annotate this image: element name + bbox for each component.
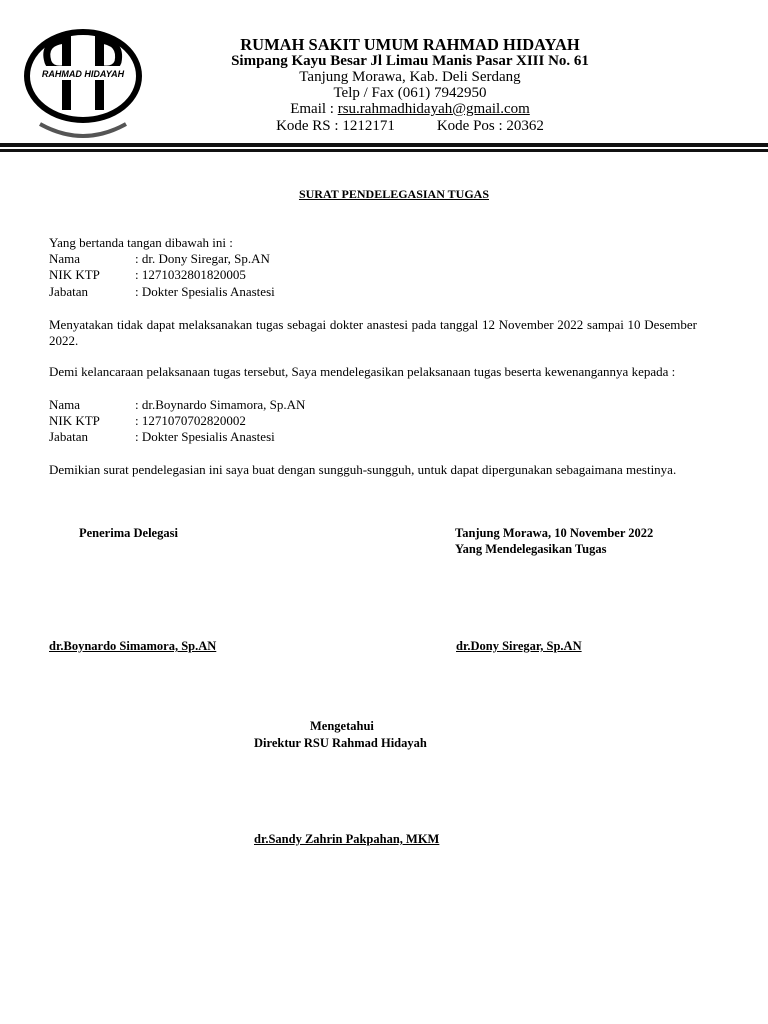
code-pos: Kode Pos : 20362 [436, 118, 544, 134]
intro-text: Yang bertanda tangan dibawah ini : [49, 235, 233, 250]
delegator-position-label: Jabatan [49, 284, 88, 299]
hospital-name: RUMAH SAKIT UMUM RAHMAD HIDAYAH [240, 35, 580, 54]
statement-paragraph: Menyatakan tidak dapat melaksanakan tugas sebagai dokter anastesi pada tanggal 12 November 2022 sampai 10 Desember 2022. [49, 317, 697, 348]
letter-title: SURAT PENDELEGASIAN TUGAS [298, 187, 490, 201]
delegator-signature-name: dr.Dony Siregar, Sp.AN [456, 639, 582, 653]
hospital-phone: Telp / Fax (061) 7942950 [333, 85, 487, 101]
email-link[interactable]: rsu.rahmadhidayah@gmail.com [337, 101, 530, 117]
email-label: Email : [290, 101, 338, 117]
svg-text:RAHMAD HIDAYAH: RAHMAD HIDAYAH [41, 69, 125, 79]
place-date: Tanjung Morawa, 10 November 2022 [455, 526, 654, 540]
acknowledged-label: Mengetahui [310, 719, 374, 733]
delegator-nik: : 1271032801820005 [135, 267, 246, 282]
delegate-nik-label: NIK KTP [49, 413, 100, 428]
director-signature-name: dr.Sandy Zahrin Pakpahan, MKM [254, 832, 440, 846]
delegation-paragraph: Demi kelancaraan pelaksanaan tugas tersebut, Saya mendelegasikan pelaksanaan tugas beserta kewenangannya kepada : [49, 364, 676, 379]
delegate-position-label: Jabatan [49, 429, 88, 444]
hospital-email [120, 101, 700, 118]
letterhead-rule-thick [0, 143, 768, 147]
delegator-name-label: Nama [49, 251, 81, 266]
letterhead-rule-thin [0, 149, 768, 152]
delegator-nik-label: NIK KTP [49, 267, 100, 282]
delegate-position: : Dokter Spesialis Anastesi [135, 429, 275, 444]
receiver-label: Penerima Delegasi [79, 526, 178, 540]
delegate-nik: : 1271070702820002 [135, 413, 246, 428]
closing-paragraph: Demikian surat pendelegasian ini saya buat dengan sungguh-sungguh, untuk dapat dipergunakan sebagaimana mestinya. [49, 462, 677, 477]
director-title: Direktur RSU Rahmad Hidayah [254, 736, 427, 750]
hospital-city: Tanjung Morawa, Kab. Deli Serdang [299, 69, 521, 85]
hospital-address: Simpang Kayu Besar Jl Limau Manis Pasar XIII No. 61 [231, 53, 589, 69]
receiver-signature-name: dr.Boynardo Simamora, Sp.AN [49, 639, 217, 653]
delegate-name: : dr.Boynardo Simamora, Sp.AN [135, 397, 306, 412]
delegate-name-label: Nama [49, 397, 81, 412]
delegator-position: : Dokter Spesialis Anastesi [135, 284, 275, 299]
code-rs: Kode RS : 1212171 [276, 118, 395, 134]
hospital-codes [120, 118, 700, 135]
delegator-name: : dr. Dony Siregar, Sp.AN [135, 251, 270, 266]
delegator-signature-label: Yang Mendelegasikan Tugas [455, 542, 607, 556]
